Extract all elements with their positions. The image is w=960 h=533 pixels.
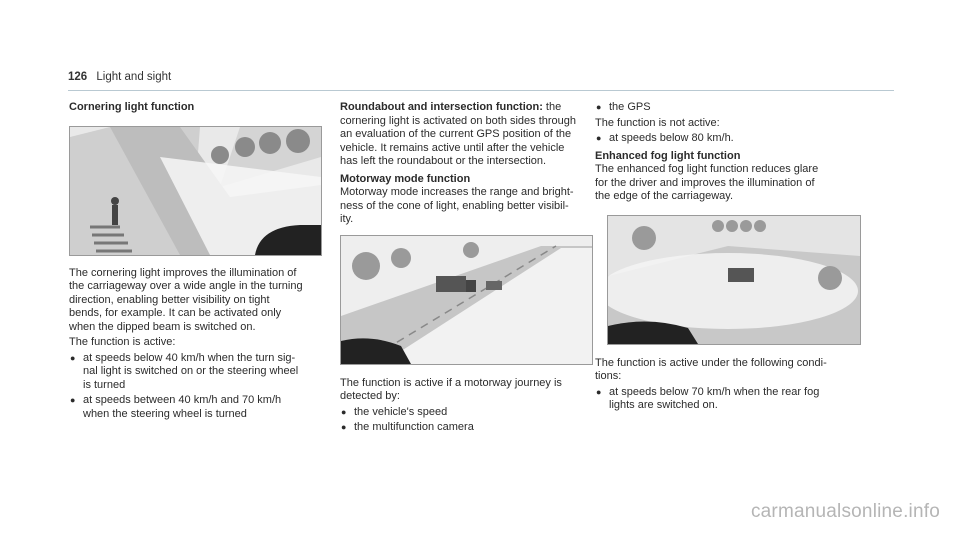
text-line: tions: bbox=[595, 370, 622, 382]
text-line: The cornering light improves the illumination of bbox=[69, 266, 297, 279]
fog-light-conditions bbox=[595, 357, 880, 384]
text-line: nal light is switched on or the steering wheel bbox=[83, 365, 299, 377]
inactive-conditions-label: The function is not active: bbox=[595, 116, 720, 129]
heading-roundabout: Roundabout and intersection function: bbox=[340, 101, 543, 113]
figure-fog-light bbox=[607, 215, 861, 345]
text-line: the GPS bbox=[609, 101, 651, 113]
text-line: for the driver and improves the illumination of bbox=[595, 176, 815, 189]
text-inline: the bbox=[542, 101, 562, 113]
text-line: the multifunction camera bbox=[354, 421, 474, 433]
text-line: an evaluation of the current GPS position of the bbox=[340, 128, 572, 140]
bullet-icon: ● bbox=[70, 352, 76, 363]
active-conditions-label: The function is active: bbox=[69, 336, 176, 348]
heading-motorway: Motorway mode function bbox=[340, 172, 471, 185]
bullet-item bbox=[595, 132, 880, 146]
text-line: The function is active under the following condi- bbox=[595, 356, 827, 369]
text-line: when the steering wheel is turned bbox=[83, 407, 247, 420]
bullet-icon: ● bbox=[596, 102, 602, 112]
section-title: Light and sight bbox=[96, 71, 172, 83]
motorway-detection-text: The function is active if a motorway journey is bbox=[340, 376, 562, 389]
column-cornering-light bbox=[69, 101, 323, 423]
bullet-item bbox=[340, 406, 598, 420]
heading-cornering-light: Cornering light function bbox=[69, 101, 195, 113]
header-rule bbox=[68, 90, 894, 91]
bullet-icon: ● bbox=[341, 422, 347, 432]
bullet-icon: ● bbox=[341, 406, 347, 417]
text-line: has left the roundabout or the intersection. bbox=[340, 155, 547, 167]
roundabout-paragraph bbox=[340, 101, 598, 115]
bullet-item bbox=[340, 421, 598, 435]
text-line: ity. bbox=[340, 213, 354, 225]
column-fog-light bbox=[595, 101, 880, 415]
page-header bbox=[68, 71, 171, 83]
text-line: The enhanced fog light function reduces glare bbox=[595, 163, 819, 175]
bullet-item bbox=[69, 394, 323, 421]
bullet-icon: ● bbox=[596, 133, 602, 143]
text-line: when the dipped beam is switched on. bbox=[69, 320, 256, 333]
text-line: ness of the cone of light, enabling better visibil- bbox=[340, 199, 569, 212]
text-line: the vehicle's speed bbox=[354, 405, 448, 418]
watermark: carmanualsonline.info bbox=[750, 501, 940, 522]
text-line: direction, enabling better visibility on tight bbox=[69, 293, 270, 306]
cornering-paragraph bbox=[69, 267, 323, 335]
text-line: the edge of the carriageway. bbox=[595, 190, 733, 202]
text-line: at speeds below 80 km/h. bbox=[609, 132, 734, 144]
bullet-item bbox=[595, 101, 880, 115]
figure-cornering-light bbox=[69, 126, 322, 256]
column-roundabout-motorway bbox=[340, 101, 598, 437]
bullet-icon: ● bbox=[596, 386, 602, 397]
text-line: bends, for example. It can be activated only bbox=[69, 307, 282, 319]
bullet-item bbox=[595, 386, 880, 413]
text-line: at speeds below 70 km/h when the rear fog bbox=[609, 385, 820, 398]
page-number: 126 bbox=[68, 71, 88, 83]
text-line: Motorway mode increases the range and bright- bbox=[340, 186, 574, 198]
text-line: the carriageway over a wide angle in the turning bbox=[69, 280, 303, 292]
text-line: cornering light is activated on both sides through bbox=[340, 114, 577, 127]
heading-fog-light: Enhanced fog light function bbox=[595, 149, 741, 162]
text-line: at speeds between 40 km/h and 70 km/h bbox=[83, 394, 282, 406]
text-line: lights are switched on. bbox=[609, 399, 718, 411]
text-line: at speeds below 40 km/h when the turn sig- bbox=[83, 351, 296, 364]
bullet-icon: ● bbox=[70, 395, 76, 405]
text-line: detected by: bbox=[340, 390, 400, 402]
text-line: vehicle. It remains active until after the vehicle bbox=[340, 141, 565, 154]
bullet-item bbox=[69, 352, 323, 393]
figure-motorway-mode bbox=[340, 235, 593, 365]
text-line: is turned bbox=[83, 378, 126, 391]
